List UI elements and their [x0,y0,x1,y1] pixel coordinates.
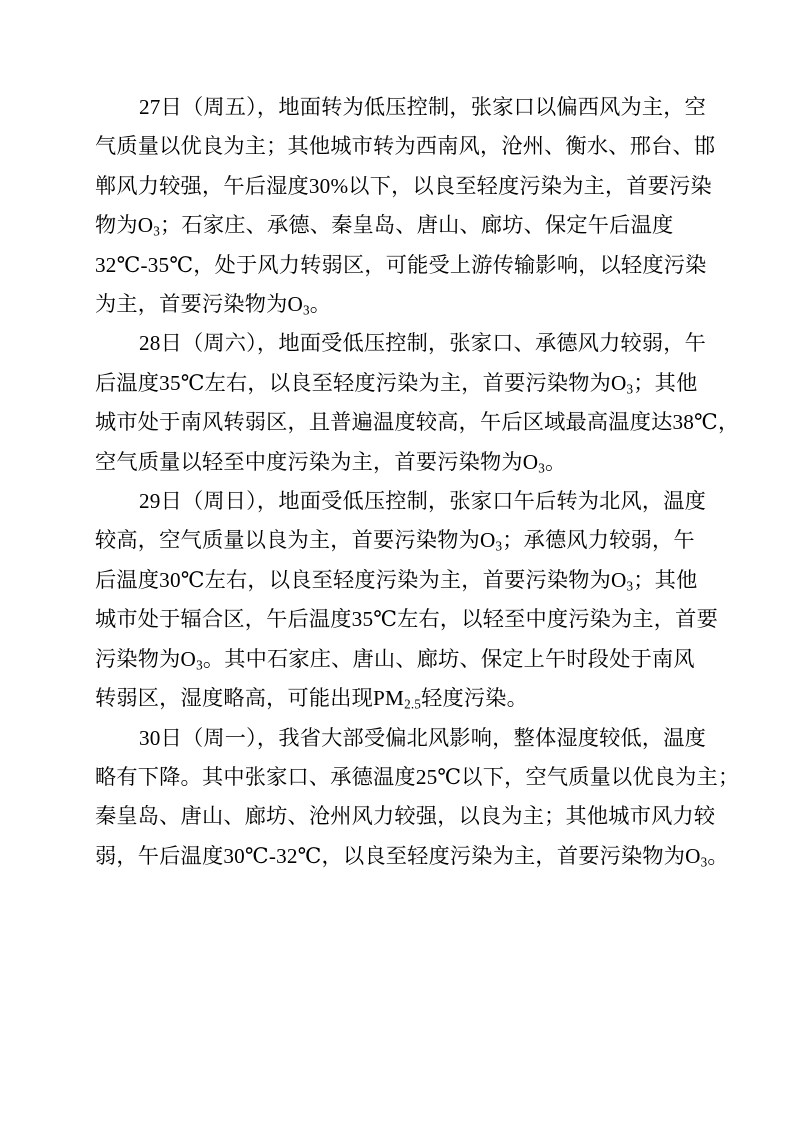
text-run: ；其他 [633,370,698,395]
text-line [95,521,715,560]
text-run: 。 [309,292,332,317]
text-run: 转弱区，湿度略高，可能出现PM [95,686,405,711]
text-line [95,600,718,639]
paragraph [95,324,740,482]
text-run: 气质量以优良为主；其他城市转为西南风，沧州、衡水、邢台、邯 [95,134,716,159]
text-line [95,719,715,758]
text-run: 轻度污染。 [421,686,529,711]
text-run: 城市处于辐合区，午后温度35℃左右，以轻至中度污染为主，首要 [95,607,718,632]
text-line [95,127,715,166]
subscript-text: 3 [538,459,546,475]
text-run: 29日（周日），地面受低压控制，张家口午后转为北风，温度 [139,489,707,514]
text-run: 30日（周一），我省大部受偏北风影响，整体湿度较低，温度 [139,725,707,750]
text-line [95,797,715,836]
text-line [95,364,715,403]
text-line [95,403,740,442]
text-run: 为主，首要污染物为O [95,292,303,317]
subscript-text: 3 [153,223,161,239]
text-line [95,443,715,482]
text-run: 。 [545,449,567,474]
text-line [95,167,715,206]
text-line [95,837,729,876]
document-body [95,88,740,876]
text-run: 秦皇岛、唐山、廊坊、沧州风力较强，以良为主；其他城市风力较 [95,804,716,829]
subscript-text: 3 [626,578,634,594]
text-run: 污染物为O [95,646,197,671]
text-line [95,88,715,127]
text-run: 物为O [95,213,154,238]
text-run: 城市处于南风转弱区，且普遍温度较高，午后区域最高温度达38℃， [95,410,740,435]
text-run: 空气质量以轻至中度污染为主，首要污染物为O [95,449,539,474]
text-line [95,758,740,797]
text-run: 。其中石家庄、唐山、廊坊、保定上午时段处于南风 [202,646,695,671]
text-line [95,246,715,285]
subscript-text: 3 [303,302,310,318]
subscript-text: 3 [196,656,203,672]
text-run: 弱，午后温度30℃-32℃，以良至轻度污染为主，首要污染物为O [95,843,701,868]
text-line [95,324,715,363]
text-run: 后温度35℃左右，以良至轻度污染为主，首要污染物为O [95,370,627,395]
text-run: 郸风力较强，午后湿度30%以下，以良至轻度污染为主，首要污染 [95,173,712,198]
subscript-text: 2.5 [404,696,422,712]
text-run: 32℃-35℃，处于风力转弱区，可能受上游传输影响，以轻度污染 [95,252,707,277]
text-run: 略有下降。其中张家口、承德温度25℃以下，空气质量以优良为主； [95,764,740,789]
text-run: ；承德风力较弱，午 [502,528,695,553]
text-run: 。 [707,843,729,868]
text-line [95,679,715,718]
text-line [95,640,715,679]
paragraph [95,88,715,324]
subscript-text: 3 [700,854,708,869]
text-run: ；其他 [633,567,698,592]
text-run: 较高，空气质量以良为主，首要污染物为O [95,528,496,553]
text-run: ；石家庄、承德、秦皇岛、唐山、廊坊、保定午后温度 [160,213,674,238]
paragraph [95,719,740,877]
paragraph-container [95,88,740,876]
text-run: 28日（周六），地面受低压控制，张家口、承德风力较弱，午 [139,331,707,356]
text-line [95,285,715,324]
subscript-text: 3 [495,538,503,554]
paragraph [95,482,718,718]
text-run: 27日（周五），地面转为低压控制，张家口以偏西风为主，空 [139,95,707,119]
text-line [95,561,715,600]
text-run: 后温度30℃左右，以良至轻度污染为主，首要污染物为O [95,567,627,592]
text-line [95,206,715,245]
subscript-text: 3 [626,381,634,397]
text-line [95,482,715,521]
